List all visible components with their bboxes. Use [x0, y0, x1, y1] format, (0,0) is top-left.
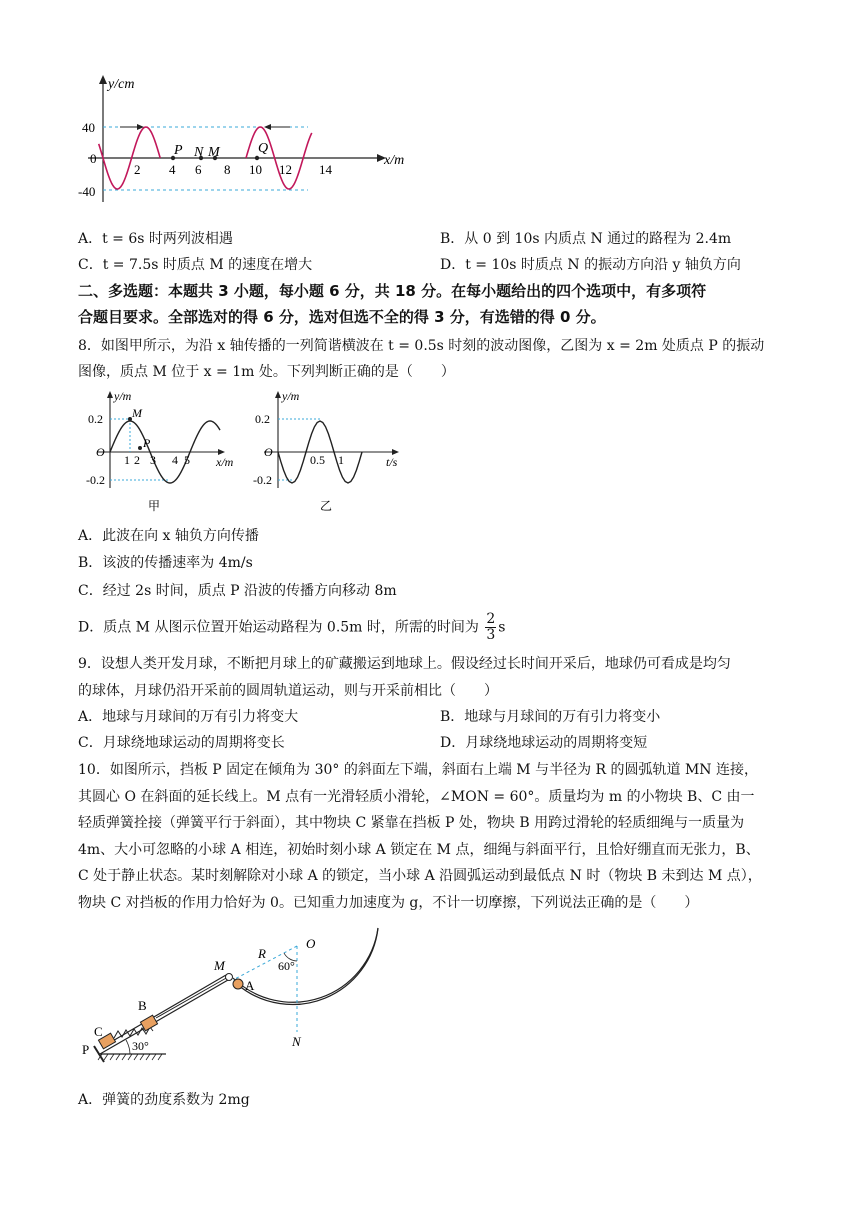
point-label-m: M [208, 145, 220, 160]
jia-y-tick-neg02: -0.2 [86, 473, 105, 487]
x-tick-2: 2 [134, 162, 141, 177]
q9-option-d: D．月球绕地球运动的周期将变短 [440, 735, 648, 751]
y-axis-label: y/cm [108, 77, 135, 92]
q7-option-a: A．t = 6s 时两列波相遇 [78, 231, 233, 247]
q8-option-a: A．此波在向 x 轴负方向传播 [78, 528, 259, 544]
label-n: N [292, 1034, 301, 1049]
x-tick-12: 12 [279, 162, 292, 177]
x-tick-6: 6 [195, 162, 202, 177]
q8-option-d-unit: s [498, 619, 506, 636]
jia-point-p: P [143, 436, 151, 450]
yi-x-tick-1: 1 [338, 453, 344, 467]
q8-option-d-text: D．质点 M 从图示位置开始运动路程为 0.5m 时，所需的时间为 [78, 619, 479, 636]
label-c: C [94, 1024, 103, 1039]
yi-origin: O [264, 445, 273, 459]
jia-x-tick-2: 2 [134, 453, 140, 467]
figure-jia [88, 388, 248, 518]
section-heading-line1: 二、多选题：本题共 3 小题，每小题 6 分，共 18 分。在每小题给出的四个选项中，有多项符 [78, 282, 707, 300]
q10-stem-line1: 10．如图所示，挡板 P 固定在倾角为 30° 的斜面左下端，斜面右上端 M 与半径为 R 的圆弧轨道 MN 连接， [78, 762, 759, 778]
q10-stem-line5: C 处于静止状态。某时刻解除对小球 A 的锁定，当小球 A 沿圆弧运动到最低点 N 时（物块 B 未到达 M 点）， [78, 868, 762, 884]
q9-option-c: C．月球绕地球运动的周期将变长 [78, 735, 285, 751]
q9-option-b: B．地球与月球间的万有引力将变小 [440, 709, 661, 725]
q10-option-a: A．弹簧的劲度系数为 2mg [78, 1092, 250, 1108]
q9-option-a: A．地球与月球间的万有引力将变大 [78, 709, 299, 725]
yi-y-tick-neg02: -0.2 [253, 473, 272, 487]
jia-x-tick-1: 1 [124, 453, 130, 467]
q7-option-c: C．t = 7.5s 时质点 M 的速度在增大 [78, 257, 313, 273]
label-angle-60: 60° [278, 959, 295, 973]
jia-point-m: M [132, 406, 142, 420]
x-tick-10: 10 [249, 162, 262, 177]
jia-x-tick-3: 3 [150, 453, 156, 467]
point-label-p: P [174, 143, 183, 158]
x-tick-14: 14 [319, 162, 332, 177]
fraction-denominator: 3 [486, 627, 496, 643]
point-label-n: N [194, 145, 204, 160]
label-a: A [245, 978, 255, 993]
label-b: B [138, 998, 147, 1013]
y-tick-neg40: -40 [78, 184, 96, 199]
q8-stem-line1: 8．如图甲所示，为沿 x 轴传播的一列简谐横波在 t = 0.5s 时刻的波动图像，乙图为 x = 2m 处质点 P 的振动 [78, 338, 765, 354]
figure-yi [252, 388, 412, 518]
q9-stem-line1: 9．设想人类开发月球，不断把月球上的矿藏搬运到地球上。假设经过长时间开采后，地球仍可看成是均匀 [78, 656, 731, 672]
jia-y-label: y/m [114, 389, 132, 403]
q9-stem-line2: 的球体，月球仍沿开采前的圆周轨道运动，则与开采前相比（ ） [78, 683, 498, 699]
q8-option-c: C．经过 2s 时间，质点 P 沿波的传播方向移动 8m [78, 583, 397, 599]
jia-caption: 甲 [148, 499, 161, 513]
label-o: O [306, 936, 316, 951]
label-angle-30: 30° [132, 1039, 149, 1053]
yi-x-tick-05: 0.5 [310, 453, 325, 467]
q8-option-d-fraction [485, 612, 496, 643]
q10-stem-line3: 轻质弹簧拴接（弹簧平行于斜面），其中物块 C 紧靠在挡板 P 处，物块 B 用跨过滑轮的轻质细绳与一质量为 [78, 815, 745, 831]
yi-y-label: y/m [282, 389, 300, 403]
incline-circle-figure [78, 922, 398, 1072]
q7-option-b: B．从 0 到 10s 内质点 N 通过的路程为 2.4m [440, 231, 732, 247]
label-p: P [82, 1042, 90, 1057]
section-heading-line2: 合题目要求。全部选对的得 6 分，选对但选不全的得 3 分，有选错的得 0 分。 [78, 308, 606, 326]
q8-option-b: B．该波的传播速率为 4m/s [78, 555, 253, 571]
q8-stem-line2: 图像，质点 M 位于 x = 1m 处。下列判断正确的是（ ） [78, 364, 455, 380]
yi-y-tick-02: 0.2 [255, 412, 270, 426]
y-tick-0: 0 [90, 151, 97, 166]
jia-x-label: x/m [216, 455, 234, 469]
fraction-numerator: 2 [486, 611, 496, 627]
q10-stem-line6: 物块 C 对挡板的作用力恰好为 0。已知重力加速度为 g，不计一切摩擦，下列说法正确的是（ ） [78, 895, 699, 911]
point-label-q: Q [258, 141, 269, 156]
x-tick-4: 4 [169, 162, 176, 177]
q7-option-d: D．t = 10s 时质点 N 的振动方向沿 y 轴负方向 [440, 257, 741, 273]
jia-origin: O [96, 445, 105, 459]
yi-caption: 乙 [320, 499, 333, 513]
x-tick-8: 8 [224, 162, 231, 177]
yi-x-label: t/s [386, 455, 398, 469]
y-tick-40: 40 [82, 120, 95, 135]
label-m: M [214, 958, 225, 973]
q10-stem-line2: 其圆心 O 在斜面的延长线上。M 点有一光滑轻质小滑轮，∠MON = 60°。质量均为 m 的小物块 B、C 由一 [78, 789, 755, 805]
q10-stem-line4: 4m、大小可忽略的小球 A 相连，初始时刻小球 A 锁定在 M 点，细绳与斜面平行，且恰好绷直而无张力，B、 [78, 842, 760, 858]
jia-y-tick-02: 0.2 [88, 412, 103, 426]
jia-x-tick-4: 4 [172, 453, 178, 467]
jia-x-tick-5: 5 [184, 453, 190, 467]
two-waves-figure [78, 72, 418, 212]
x-axis-label: x/m [384, 153, 405, 168]
label-r: R [258, 946, 266, 961]
q8-option-d [78, 612, 505, 643]
